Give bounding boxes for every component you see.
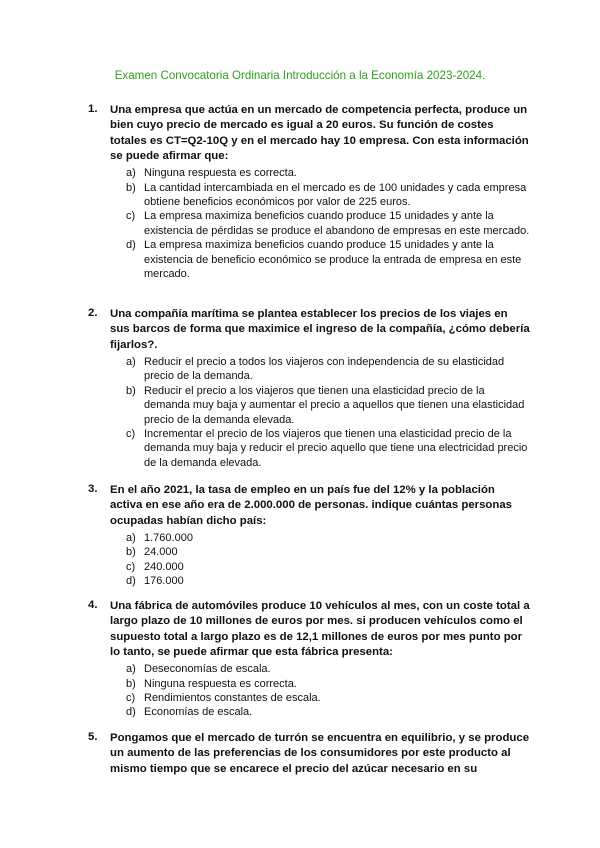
question-number: 2. <box>88 307 98 319</box>
question-5 <box>90 731 530 777</box>
option-text: 176.000 <box>144 575 184 588</box>
option-a <box>90 355 530 384</box>
option-letter: b) <box>126 384 136 397</box>
option-b <box>90 677 530 691</box>
option-d <box>90 574 530 588</box>
option-letter: a) <box>126 663 136 676</box>
option-c <box>90 560 530 574</box>
option-letter: a) <box>126 355 136 368</box>
option-list <box>90 662 530 720</box>
option-b <box>90 545 530 559</box>
option-letter: d) <box>126 239 136 252</box>
question-text: Una fábrica de automóviles produce 10 vehículos al mes, con un coste total a largo plazo de 10 millones de euros por mes. si producen vehículos como el supuesto total a largo plazo es de 12,1 millones de euros por mes punto por lo tanto, se puede afirmar que esta fábrica presenta: <box>110 600 530 658</box>
option-text: Incrementar el precio de los viajeros que tienen una elasticidad precio de la demanda muy baja y reducir el precio aquello que tiene una electricidad precio de la demanda elevada. <box>144 427 528 469</box>
question-text: Una empresa que actúa en un mercado de competencia perfecta, produce un bien cuyo precio de mercado es igual a 20 euros. Su función de costes totales es CT=Q2-10Q y en el mercado hay 10 empresa. Con esta información se puede afirmar que: <box>110 104 529 162</box>
option-letter: c) <box>126 210 136 223</box>
option-d <box>90 238 530 281</box>
option-c <box>90 209 530 238</box>
option-letter: b) <box>126 546 136 559</box>
option-c <box>90 427 530 470</box>
option-list <box>90 166 530 281</box>
option-text: La cantidad intercambiada en el mercado es de 100 unidades y cada empresa obtiene beneficios económicos por valor de 225 euros. <box>144 181 527 208</box>
option-letter: d) <box>126 575 136 588</box>
question-number: 5. <box>88 731 98 743</box>
question-number: 1. <box>88 103 98 115</box>
question-3 <box>90 483 530 589</box>
option-text: Ninguna respuesta es correcta. <box>144 677 297 690</box>
question-text: En el año 2021, la tasa de empleo en un país fue del 12% y la población activa en ese año era de 2.000.000 de personas. indique cuántas personas ocupadas habían dicho país: <box>110 484 513 527</box>
option-letter: a) <box>126 531 136 544</box>
option-text: 1.760.000 <box>144 531 193 544</box>
option-letter: b) <box>126 181 136 194</box>
option-letter: c) <box>126 692 136 704</box>
option-letter: c) <box>126 560 136 573</box>
option-letter: c) <box>126 427 136 440</box>
option-letter: a) <box>126 167 136 180</box>
option-list <box>90 531 530 589</box>
option-text: 24.000 <box>144 546 178 559</box>
option-letter: b) <box>126 677 136 690</box>
option-text: 240.000 <box>144 560 184 573</box>
option-text: Ninguna respuesta es correcta. <box>144 167 297 180</box>
option-text: Reducir el precio a todos los viajeros con independencia de su elasticidad precio de la demanda. <box>144 355 505 383</box>
question-text: Pongamos que el mercado de turrón se encuentra en equilibrio, y se produce un aumento de las preferencias de los consumidores por este producto al mismo tiempo que se encarece el precio del azúcar necesario en su <box>110 732 530 775</box>
question-2 <box>90 307 530 470</box>
question-text: Una compañía marítima se plantea establecer los precios de los viajes en sus barcos de forma que maximice el ingreso de la compañía, ¿cómo debería fijarlos?. <box>110 308 530 351</box>
option-text: Deseconomías de escala. <box>144 663 271 676</box>
question-number: 4. <box>88 599 98 611</box>
option-text: Rendimientos constantes de escala. <box>144 692 321 704</box>
option-a <box>90 531 530 545</box>
option-letter: d) <box>126 706 136 719</box>
exam-title: Examen Convocatoria Ordinaria Introducción a la Economía 2023-2024. <box>114 69 486 82</box>
option-c <box>90 691 530 705</box>
option-text: La empresa maximiza beneficios cuando produce 15 unidades y ante la existencia de beneficio económico se produce la entrada de empresa en este mercado. <box>144 239 522 281</box>
option-list <box>90 355 530 470</box>
option-text: La empresa maximiza beneficios cuando produce 15 unidades y ante la existencia de pérdidas se produce el abandono de empresas en este mercado. <box>144 210 530 237</box>
option-d <box>90 705 530 719</box>
option-b <box>90 384 530 427</box>
option-text: Economías de escala. <box>144 706 253 719</box>
option-a <box>90 662 530 676</box>
option-b <box>90 181 530 210</box>
option-a <box>90 166 530 180</box>
question-1 <box>90 103 530 281</box>
option-text: Reducir el precio a los viajeros que tienen una elasticidad precio de la demanda muy baja y aumentar el precio a aquellos que tienen una elasticidad precio de la demanda elevada. <box>144 384 525 426</box>
question-4 <box>90 599 530 720</box>
question-number: 3. <box>88 483 98 495</box>
